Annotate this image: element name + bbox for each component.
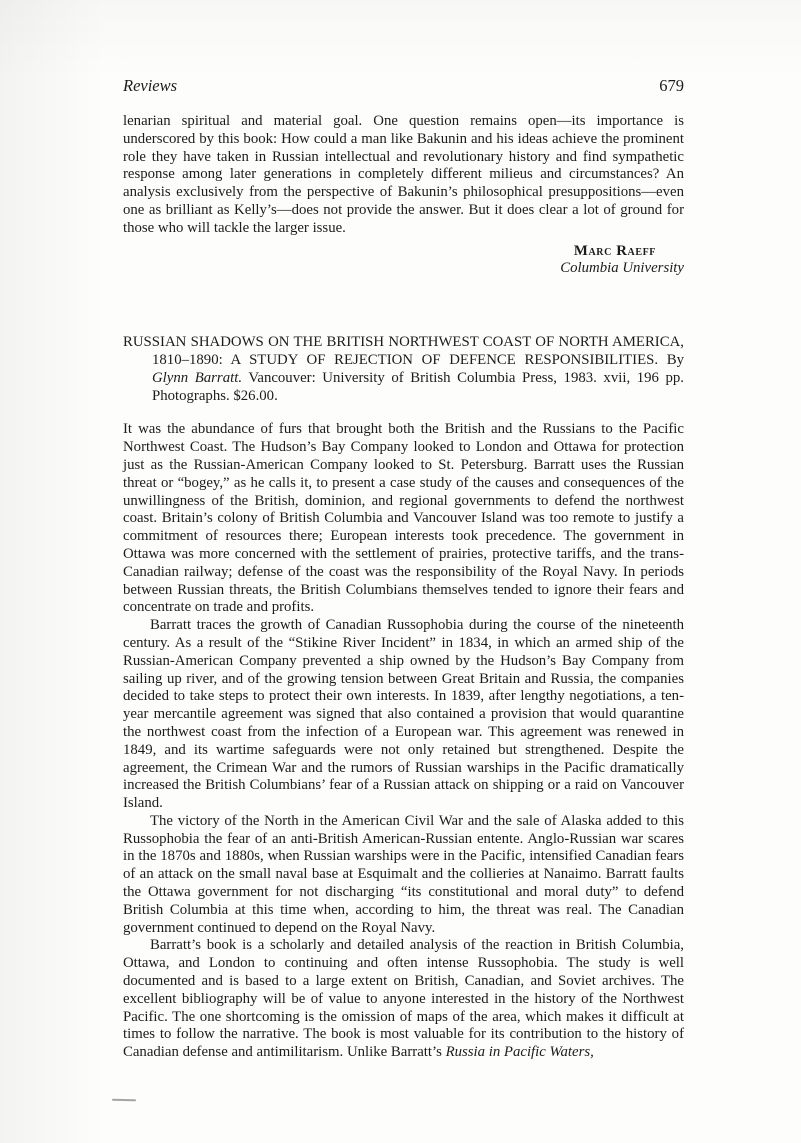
previous-review-closing-paragraph xyxy=(123,113,684,238)
text-column xyxy=(123,76,684,1062)
reviewer-affiliation: Columbia University xyxy=(560,260,684,277)
paragraph-text: Barratt traces the growth of Canadian Russophobia during the course of the nineteenth century. As a result of the “Stikine River Incident” in 1834, in which an armed ship of the Russian-American Company prevented a ship owned by the Hudson’s Bay Company from sailing up river, and of the growing tension between Great Britain and Russia, the companies decided to take steps to protect their own interests. In 1839, after lengthy negotiations, a ten-year mercantile agreement was signed that also contained a provision that would quarantine the northwest coast from the infection of a European war. This agreement was renewed in 1849, and its wartime safeguards were not only retained but strengthened. Despite the agreement, the Crimean War and the rumors of Russian warships in the Pacific dramatically increased the British Columbians’ fear of a Russian attack on shipping or a raid on Vancouver Island. xyxy=(123,617,684,812)
running-title: Reviews xyxy=(123,76,178,95)
citation-author: Glynn Barratt. xyxy=(152,369,243,386)
citation-by-label: By xyxy=(658,351,685,368)
printers-mark xyxy=(112,1099,136,1102)
review-body xyxy=(123,421,684,1062)
review-paragraph xyxy=(123,421,684,617)
review-paragraph xyxy=(123,937,684,1062)
review-paragraph xyxy=(123,813,684,938)
paragraph-text: Barratt’s book is a scholarly and detailed analysis of the reaction in British Columbia, Ottawa, and London to continuing and often intense Russophobia. The study is well documented and is based to a large extent on British, Canadian, and Soviet archives. The excellent bibliography will be of value to anyone interested in the history of the Northwest Pacific. The one shortcoming is the omission of maps of the area, which makes it difficult at times to follow the narrative. The book is most valuable for its contribution to the history of Canadian defense and antimilitarism. Unlike Barratt’s xyxy=(123,937,684,1061)
paragraph-text: The victory of the North in the American Civil War and the sale of Alaska added to this Russophobia the fear of an anti-British American-Russian entente. Anglo-Russian war scares in the 1870s and 1880s, when Russian warships were in the Pacific, intensified Canadian fears of an attack on the small naval base at Esquimalt and the collieries at Nanaimo. Barratt faults the Ottawa government for not discharging “its constitutional and moral duty” to defend British Columbia at this time when, according to him, the threat was real. The Canadian government continued to depend on the Royal Navy. xyxy=(123,812,684,936)
reviewer-name: Marc Raeff xyxy=(573,242,656,259)
paragraph-text: It was the abundance of furs that brought both the British and the Russians to the Pacific Northwest Coast. The Hudson’s Bay Company looked to London and Ottawa for protection just as the Russian-American Company looked to St. Petersburg. Barratt uses the Russian threat or “bogey,” as he calls it, to present a case study of the causes and consequences of the unwillingness of the British, dominion, and regional governments to defend the northwest coast. Britain’s colony of British Columbia and Vancouver Island was too remote to justify a commitment of resources there; European interests took precedence. The government in Ottawa was more concerned with the settlement of prairies, protective tariffs, and the trans-Canadian railway; defense of the coast was the responsibility of the Royal Navy. In periods between Russian threats, the British Columbians themselves tended to ignore their fears and concentrate on trade and profits. xyxy=(123,421,684,616)
citation-title: RUSSIAN SHADOWS ON THE BRITISH NORTHWEST COAST OF NORTH AMERICA, 1810–1890: A STUDY OF REJECTION OF DEFENCE RESPONSIBILITIES. xyxy=(123,334,684,368)
review-paragraph xyxy=(123,617,684,813)
paragraph-text: lenarian spiritual and material goal. One question remains open—its importance is underscored by this book: How could a man like Bakunin and his ideas achieve the prominent role they have taken in Russian intellectual and revolutionary history and find sympathetic response among later generations in completely different milieus and circumstances? An analysis exclusively from the perspective of Bakunin’s philosophical presuppositions—even one as brilliant as Kelly’s—does not provide the answer. But it does clear a lot of ground for those who will tackle the larger issue. xyxy=(123,113,684,236)
reviewer-attribution xyxy=(123,243,684,279)
citation-imprint: Vancouver: University of British Columbia Press, 1983. xvii, 196 pp. Photographs. $26.00. xyxy=(152,369,684,404)
page-number: 679 xyxy=(659,76,684,95)
book-citation xyxy=(123,334,684,405)
cited-book-title-italic: Russia in Pacific Waters, xyxy=(445,1044,594,1061)
running-header xyxy=(123,76,684,95)
